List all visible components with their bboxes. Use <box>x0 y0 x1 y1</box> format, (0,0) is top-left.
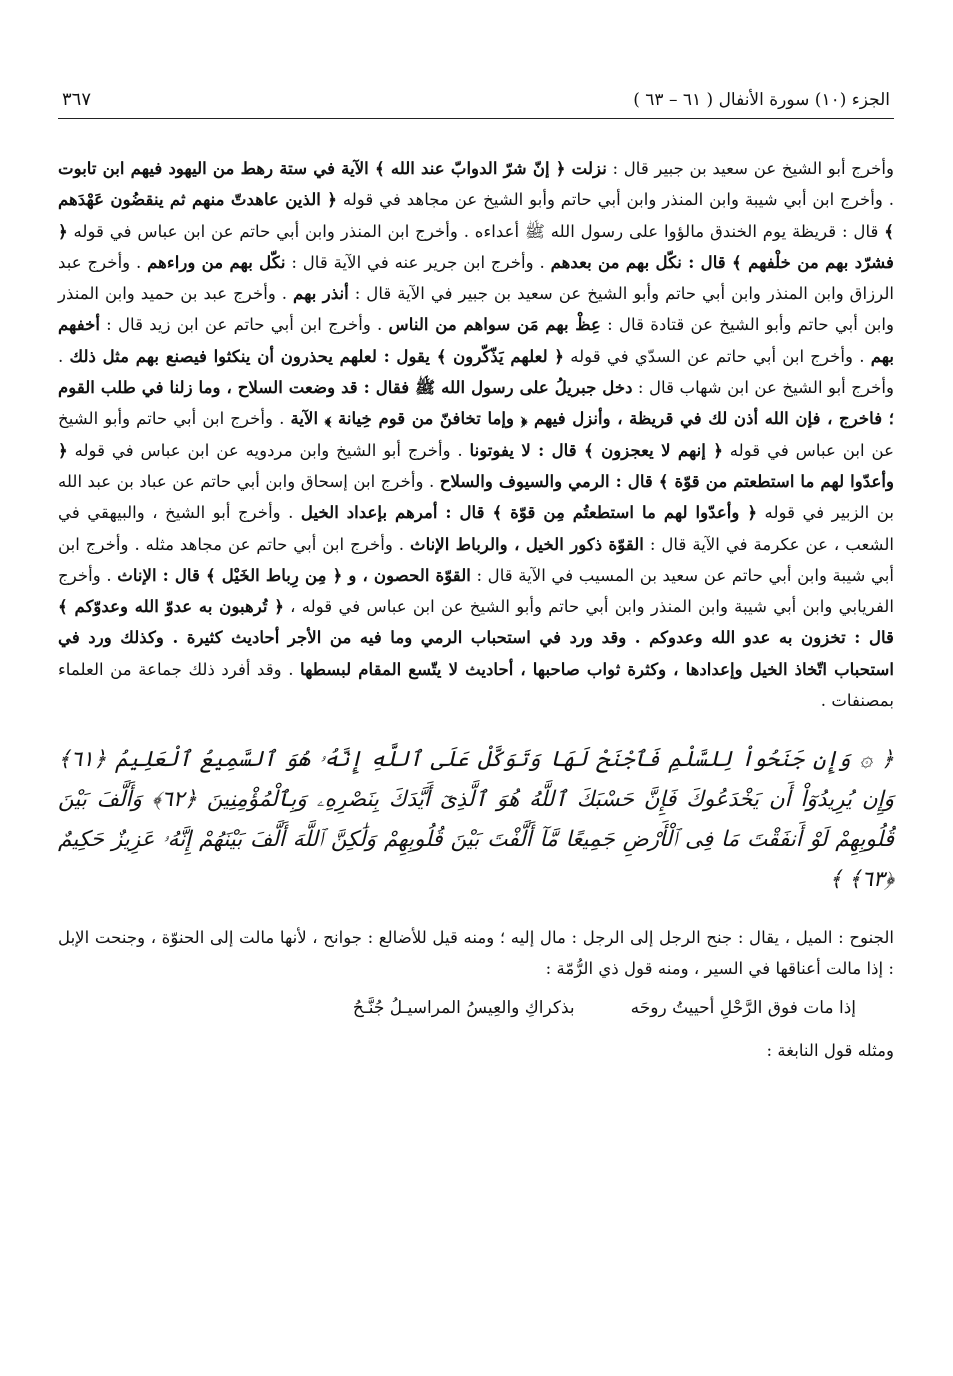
commentary-text: . وقد أفرد ذلك جماعة من العلماء بمصنفات . <box>58 659 894 711</box>
quoted-text-bold: القوّة الحصون ، و ﴿ مِن رِباط الخَيْل ﴾ قال : الإناث <box>117 564 471 585</box>
gloss-closing-line: ومثله قول النابغة : <box>766 1041 894 1061</box>
commentary-text: . وأخرج أبو الشيخ عن ابن شهاب قال : <box>58 346 894 398</box>
quoted-text-bold: نكّل بهم من وراءهم <box>147 251 286 272</box>
quran-verses <box>58 740 894 900</box>
quoted-text-bold: ﴿ لعلهم يَذّكّرون ﴾ يقول : لعلهم يحذرون أن ينكثوا فيصنع بهم مثل ذلك <box>69 345 565 366</box>
commentary-text: . وأخرج أبو الشيخ ، والبيهقي في الشعب ، عن عكرمة في الآية قال : <box>58 503 894 554</box>
commentary-text: . وأخرج ابن أبي حاتم عن السدّي في قوله <box>564 346 871 366</box>
quoted-text-bold: القوّة ذكور الخيل ، والرباط الإناث <box>409 533 644 554</box>
commentary-text: قال : قريظة يوم الخندق مالؤوا على رسول الله ﷺ أعداءه . وأخرج ابن المنذر وابن أبي حاتم عن ابن عباس في قوله <box>67 221 885 241</box>
quoted-text-bold: دخل جبريلُ على رسول الله ﷺ فقال : قد وضعت السلاح ، وما زلنا في طلب القوم ؛ فاخرج ، فإن الله أذن لك في قريظة ، وأنزل فيهم ﴿ وإما تخافنّ من قوم خِيانة ﴾ الآية <box>58 377 894 429</box>
commentary-text: وأخرج أبو الشيخ عن سعيد بن جبير قال : <box>606 159 894 178</box>
verse-first-hemistich: إذا مات فوق الرَّحْلِ أحييتُ روحَه <box>630 998 856 1019</box>
page-number: ٣٦٧ <box>62 89 92 110</box>
commentary-text: . وأخرج الفريابي وابن أبي شيبة وابن المنذر وابن أبي حاتم وأبو الشيخ عن ابن عباس في قوله ، <box>58 565 894 617</box>
commentary-text: . وأخرج ابن أبي حاتم وأبو الشيخ عن ابن عباس في قوله <box>58 409 894 460</box>
commentary-section <box>58 153 894 716</box>
quoted-text-bold: ﴿ وأعدّوا لهم ما استطعتُم مِن قوّة ﴾ قال : أمرهم بإعداد الخيل <box>300 502 758 523</box>
commentary-text: . وأخرج عبد الرزاق وابن المنذر وابن أبي حاتم وأبو الشيخ عن سعيد بن جبير في الآية قال : <box>58 252 894 304</box>
commentary-text: . وأخرج ابن جرير عنه في الآية قال : <box>285 252 551 272</box>
gloss-section <box>58 922 894 1068</box>
commentary-text: . وأخرج ابن أبي حاتم عن ابن زيد قال : <box>99 315 389 335</box>
page-header <box>58 88 894 119</box>
quoted-text-bold: عِظْ بهم مَن سواهم من الناس <box>388 314 601 335</box>
gloss-paragraph: الجنوح : الميل ، يقال : جنح الرجل إلى الرجل : مال إليه ؛ ومنه قيل للأضالع : جوانح ، لأنها مالت إلى الحنوّة ، وجنحت الإبل : إذا مالت أعناقها في السير ، ومنه قول ذي الرُّمّة : <box>58 928 894 979</box>
quoted-text-bold: ﴿ فشرّد بهم من خلْفهم ﴾ قال : نكّل بهم من بعدهم <box>58 220 894 272</box>
quoted-text-bold: أنذر بهم <box>293 283 349 304</box>
quoted-text-bold: نزلت ﴿ إنّ شرّ الدوابّ عند الله ﴾ الآية في ستة رهط من اليهود فيهم ابن تابوت <box>58 158 607 178</box>
commentary-text: . وأخرج عبد بن حميد وابن المنذر وابن أبي حاتم وأبو الشيخ عن قتادة قال : <box>58 284 894 335</box>
commentary-text: . وأخرج أبو الشيخ وابن مردويه عن ابن عباس في قوله <box>67 440 470 460</box>
commentary-paragraph <box>58 153 894 716</box>
quoted-text-bold: ﴿ الذين عاهدتّ منهم ثم ينقضُون عَهْدَهم ﴾ <box>58 189 894 241</box>
commentary-text: . وأخرج ابن أبي شيبة وابن المنذر وابن أبي حاتم وأبو الشيخ عن مجاهد في قوله <box>336 190 894 210</box>
quran-text: ﴿ ۞ وَإِن جَنَحُواْ لِلسَّلْمِ فَٱجْنَحْ لَهَا وَتَوَكَّلْ عَلَى ٱللَّهِ إِنَّهُۥ هُوَ ٱلسَّمِيعُ ٱلْعَلِيمُ ﴿٦١﴾ وَإِن يُرِيدُوٓاْ أَن يَخْدَعُوكَ فَإِنَّ حَسْبَكَ ٱللَّهُ هُوَ ٱلَّذِىٓ أَيَّدَكَ بِنَصْرِهِۦ وَبِٱلْمُؤْمِنِينَ ﴿٦٢﴾ وَأَلَّفَ بَيْنَ قُلُوبِهِمْ لَوْ أَنفَقْتَ مَا فِى ٱلْأَرْضِ جَمِيعًا مَّآ أَلَّفْتَ بَيْنَ قُلُوبِهِمْ وَلَٰكِنَّ ٱللَّهَ أَلَّفَ بَيْنَهُمْ إِنَّهُۥ عَزِيزٌ حَكِيمٌ ﴿٦٣﴾ ﴾ <box>58 747 894 893</box>
poetry-verse <box>58 990 894 1026</box>
quoted-text-bold: ﴿ إنهم لا يعجزون ﴾ قال : لا يفوتونا <box>469 439 723 460</box>
running-title: الجزء (١٠) سورة الأنفال ( ٦١ – ٦٣ ) <box>633 90 890 110</box>
quoted-text-bold: ﴿ تُرهبون به عدوّ الله وعدوّكم ﴾ قال : تخزون به عدو الله وعدوكم . وقد ورد في استحباب الرمي وما فيه من الأجر أحاديث كثيرة . وكذلك ورد في استحباب اتّخاذ الخيل وإعدادها ، وكثرة ثواب صاحبها ، أحاديث لا يتّسع المقام لبسطها <box>58 596 894 679</box>
book-page <box>58 88 894 1068</box>
commentary-text: . وأخرج ابن أبي حاتم عن مجاهد مثله . وأخرج ابن أبي شيبة وابن أبي حاتم عن سعيد بن المسيب في الآية قال : <box>58 534 895 585</box>
verse-second-hemistich: بذكراكِ والعِيسُ المراسيـلُ جُنَّـحُ <box>352 998 575 1019</box>
quoted-text-bold: أخفهم بهم <box>58 314 895 366</box>
quoted-text-bold: ﴿ وأعدّوا لهم ما استطعتم من قوّة ﴾ قال : الرمي والسيوف والسلاح <box>58 439 894 491</box>
commentary-text: . وأخرج ابن إسحاق وابن أبي حاتم عن عباد بن عبد الله بن الزبير في قوله <box>58 471 894 523</box>
